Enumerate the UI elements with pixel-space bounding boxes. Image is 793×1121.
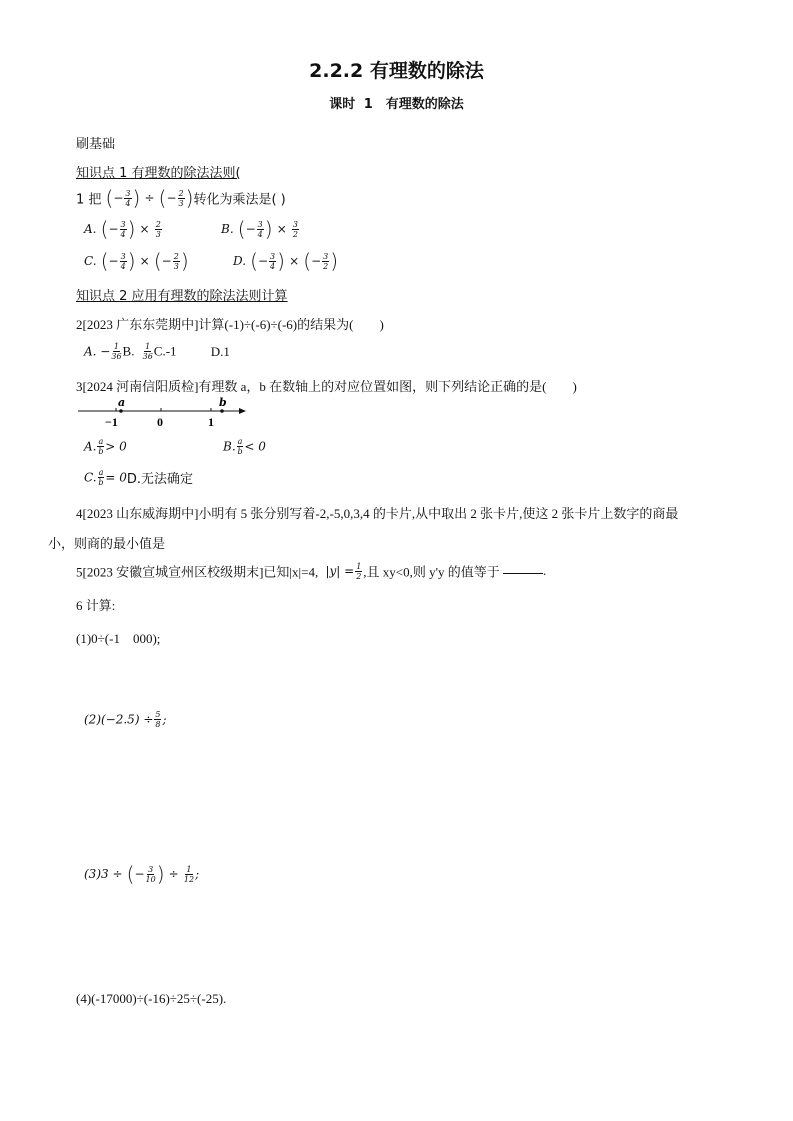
knowledge-point-1-heading: 知识点 1 有理数的除法法则( xyxy=(76,166,241,181)
q6-part-1: (1)0÷(-1 000); xyxy=(76,631,161,646)
question-2: 2[2023 广东东莞期中]计算(-1)÷(-6)÷(-6)的结果为( ) xyxy=(76,317,384,332)
label-minus-one: −1 xyxy=(105,415,118,429)
q3-option-a: A. $\frac{a}{b}$ > 0 xyxy=(84,437,127,456)
q6-part-2: (2)(−2.5) ÷ $\frac{5}{8}$ ; xyxy=(84,710,167,729)
q3-option-b: B. $\frac{a}{b}$ < 0 xyxy=(223,437,266,456)
number-line-arrow xyxy=(239,408,246,414)
question-4-line-2: 小，则商的最小值是 xyxy=(48,536,166,551)
point-b-dot xyxy=(220,409,224,413)
q3-option-c-d: C. $\frac{a}{b}$ = 0D.无法确定 xyxy=(84,468,194,487)
q1-option-a: A. (− $\frac{3}{4}$ ) × $\frac{2}{3}$ xyxy=(84,217,161,241)
question-5: 5[2023 安徽宣城宣州区校级期末]已知|x|=4, |y| = $\frac{1}{2}$ ,且 xy<0,则 y'y 的值等于 . xyxy=(76,561,547,581)
question-1: 1 把 (− $\frac{3}{4}$ ) ÷ (− $\frac{2}{3}$ )转化为乘法是( ) xyxy=(76,186,286,210)
q1-suffix: 转化为乘法是( ) xyxy=(193,192,286,208)
point-a-dot xyxy=(119,409,123,413)
number-line-figure xyxy=(76,396,256,430)
question-6-heading: 6 计算: xyxy=(76,598,116,613)
q1-option-b: B. (− $\frac{3}{4}$ ) × $\frac{3}{2}$ xyxy=(221,217,298,241)
question-3: 3[2024 河南信阳质检]有理数 a，b 在数轴上的对应位置如图，则下列结论正确的是( ) xyxy=(76,379,577,394)
q6-part-3: (3)3 ÷ (− $\frac{3}{10}$ ) ÷ $\frac{1}{12}$ ; xyxy=(84,862,200,886)
knowledge-point-2-heading: 知识点 2 应用有理数的除法法则计算 xyxy=(76,289,288,304)
q1-prefix: 1 把 xyxy=(76,192,102,208)
page-subtitle: 课时 1 有理数的除法 xyxy=(329,97,464,112)
q5-answer-blank[interactable] xyxy=(503,561,543,574)
q6-part-4: (4)(-17000)÷(-16)÷25÷(-25). xyxy=(76,991,227,1006)
q2-options: A. − $\frac{1}{36}$ B. $\frac{1}{36}$ C.-1 D.1 xyxy=(84,342,230,361)
page-title: 2.2.2 有理数的除法 xyxy=(309,60,484,82)
question-4-line-1: 4[2023 山东威海期中]小明有 5 张分别写着-2,-5,0,3,4 的卡片,从中取出 2 张卡片,使这 2 张卡片上数字的商最 xyxy=(76,506,679,521)
section-label: 刷基础 xyxy=(76,137,116,152)
q1-option-c: C. (− $\frac{3}{4}$ ) × (− $\frac{2}{3}$ ) xyxy=(84,249,189,273)
point-b-label: b xyxy=(219,396,227,409)
label-one: 1 xyxy=(208,415,214,429)
label-zero: 0 xyxy=(157,415,163,429)
point-a-label: a xyxy=(118,396,126,409)
q1-option-d: D. (− $\frac{3}{4}$ ) × (− $\frac{3}{2}$ ) xyxy=(233,249,339,273)
